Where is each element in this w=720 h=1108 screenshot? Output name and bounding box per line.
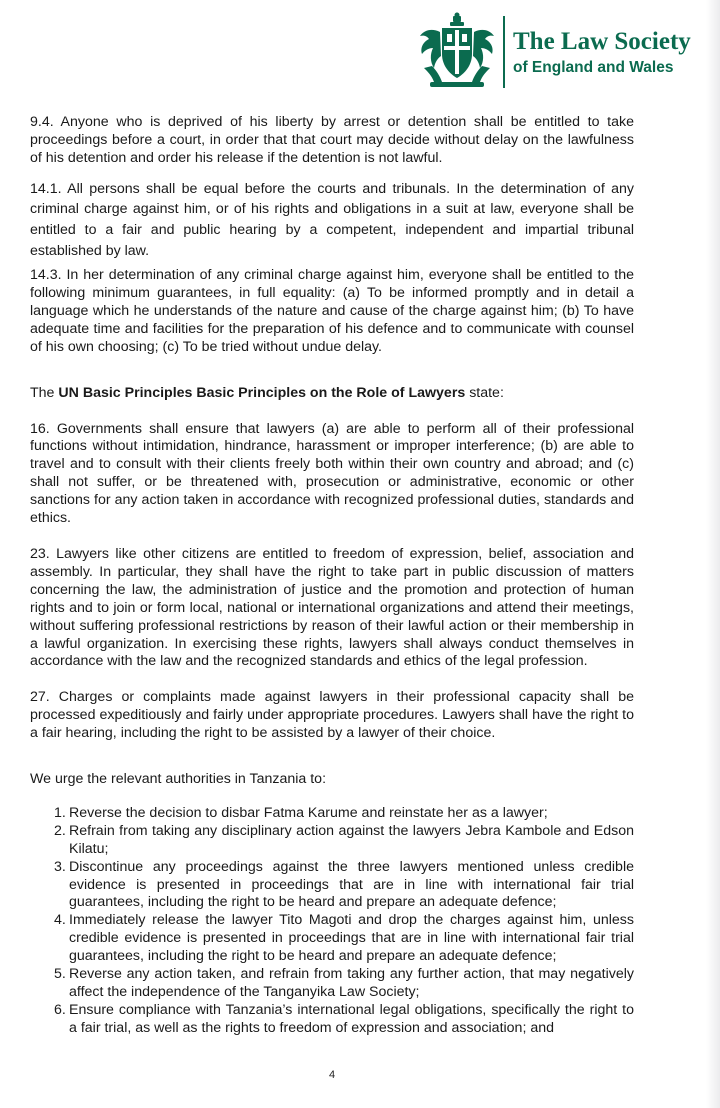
page-edge-shadow	[706, 0, 720, 1108]
actions-list	[30, 805, 634, 1038]
paragraph-16: 16. Governments shall ensure that lawyers (a) are able to perform all of their professional functions without intimidation, hindrance, harassment or improper interference; (b) are able to travel and to consult with their clients freely both within their own country and abroad; and (c) shall not suffer, or be threatened with, prosecution or administrative, economic or other sanctions for any action taken in accordance with recognized professional duties, standards and ethics.	[30, 420, 634, 527]
list-item	[54, 804, 634, 823]
paragraph-14-3: 14.3. In her determination of any criminal charge against him, everyone shall be entitled to the following minimum guarantees, in full equality: (a) To be informed promptly and in detail a language which he understands of the nature and cause of the charge against him; (b) To have adequate time and facilities for the preparation of his defence and to communicate with counsel of his own choosing; (c) To be tried without undue delay.	[30, 267, 634, 355]
list-item-text: Reverse the decision to disbar Fatma Karume and reinstate her as a lawyer;	[69, 804, 548, 821]
list-item	[54, 822, 634, 859]
list-item	[54, 966, 634, 1002]
list-item	[54, 912, 634, 966]
list-number: 6.	[54, 1001, 66, 1018]
logo-subtitle: of England and Wales	[513, 59, 674, 76]
list-number: 3.	[54, 858, 66, 875]
list-item-text: Immediately release the lawyer Tito Magoti and drop the charges against him, unless credible evidence is presented in proceedings that are in line with international fair trial guarantees, including the right to be heard and prepare an adequate defence;	[69, 912, 634, 965]
urge-statement: We urge the relevant authorities in Tanzania to:	[30, 771, 327, 788]
paragraph-27: 27. Charges or complaints made against lawyers in their professional capacity shall be processed expeditiously and fairly under appropriate procedures. Lawyers shall have the right to a fair hearing, including the right to be assisted by a lawyer of their choice.	[30, 689, 634, 742]
law-society-crest-icon	[412, 12, 502, 92]
intro-prefix: The	[30, 384, 59, 401]
logo-divider	[503, 16, 505, 88]
paragraph-9-4: 9.4. Anyone who is deprived of his liberty by arrest or detention shall be entitled to take proceedings before a court, in order that that court may decide without delay on the lawfulness of his detention and order his release if the detention is not lawful.	[30, 114, 634, 166]
list-number: 1.	[54, 804, 66, 821]
paragraph-14-1: 14.1. All persons shall be equal before the courts and tribunals. In the determination of any criminal charge against him, or of his rights and obligations in a suit at law, everyone shall be entitled to a fair and public hearing by a competent, independent and impartial tribunal established by law.	[30, 180, 634, 259]
list-item-text: Reverse any action taken, and refrain from taking any further action, that may negatively affect the independence of the Tanganyika Law Society;	[69, 966, 634, 1000]
paragraph-23: 23. Lawyers like other citizens are entitled to freedom of expression, belief, association and assembly. In particular, they shall have the right to take part in public discussion of matters concerning the law, the administration of justice and the promotion and protection of human rights and to join or form local, national or international organizations and attend their meetings, without suffering professional restrictions by reason of their lawful action or their membership in a lawful organization. In exercising these rights, lawyers shall always conduct themselves in accordance with the law and the recognized standards and ethics of the legal profession.	[30, 545, 634, 670]
un-principles-intro	[30, 385, 634, 403]
list-item-text: Discontinue any proceedings against the three lawyers mentioned unless credible evidence is presented in proceedings that are in line with international fair trial guarantees, including the right to be heard and prepare an adequate defence;	[69, 858, 634, 911]
list-number: 2.	[54, 822, 66, 839]
list-item-text: Ensure compliance with Tanzania’s international legal obligations, specifically the right to a fair trial, as well as the rights to freedom of expression and association; and	[69, 1001, 634, 1036]
document-body	[30, 114, 634, 1038]
intro-suffix: state:	[465, 384, 504, 401]
list-number: 4.	[54, 912, 66, 929]
intro-bold-title: UN Basic Principles Basic Principles on the Role of Lawyers	[58, 384, 466, 401]
law-society-logo	[412, 12, 702, 92]
list-number: 5.	[54, 966, 66, 983]
list-item	[54, 858, 634, 913]
list-item	[54, 1001, 634, 1038]
list-item-text: Refrain from taking any disciplinary action against the lawyers Jebra Kambole and Edson Kilatu;	[69, 822, 634, 857]
page-number: 4	[328, 1069, 336, 1081]
logo-name: The Law Society	[513, 28, 691, 55]
